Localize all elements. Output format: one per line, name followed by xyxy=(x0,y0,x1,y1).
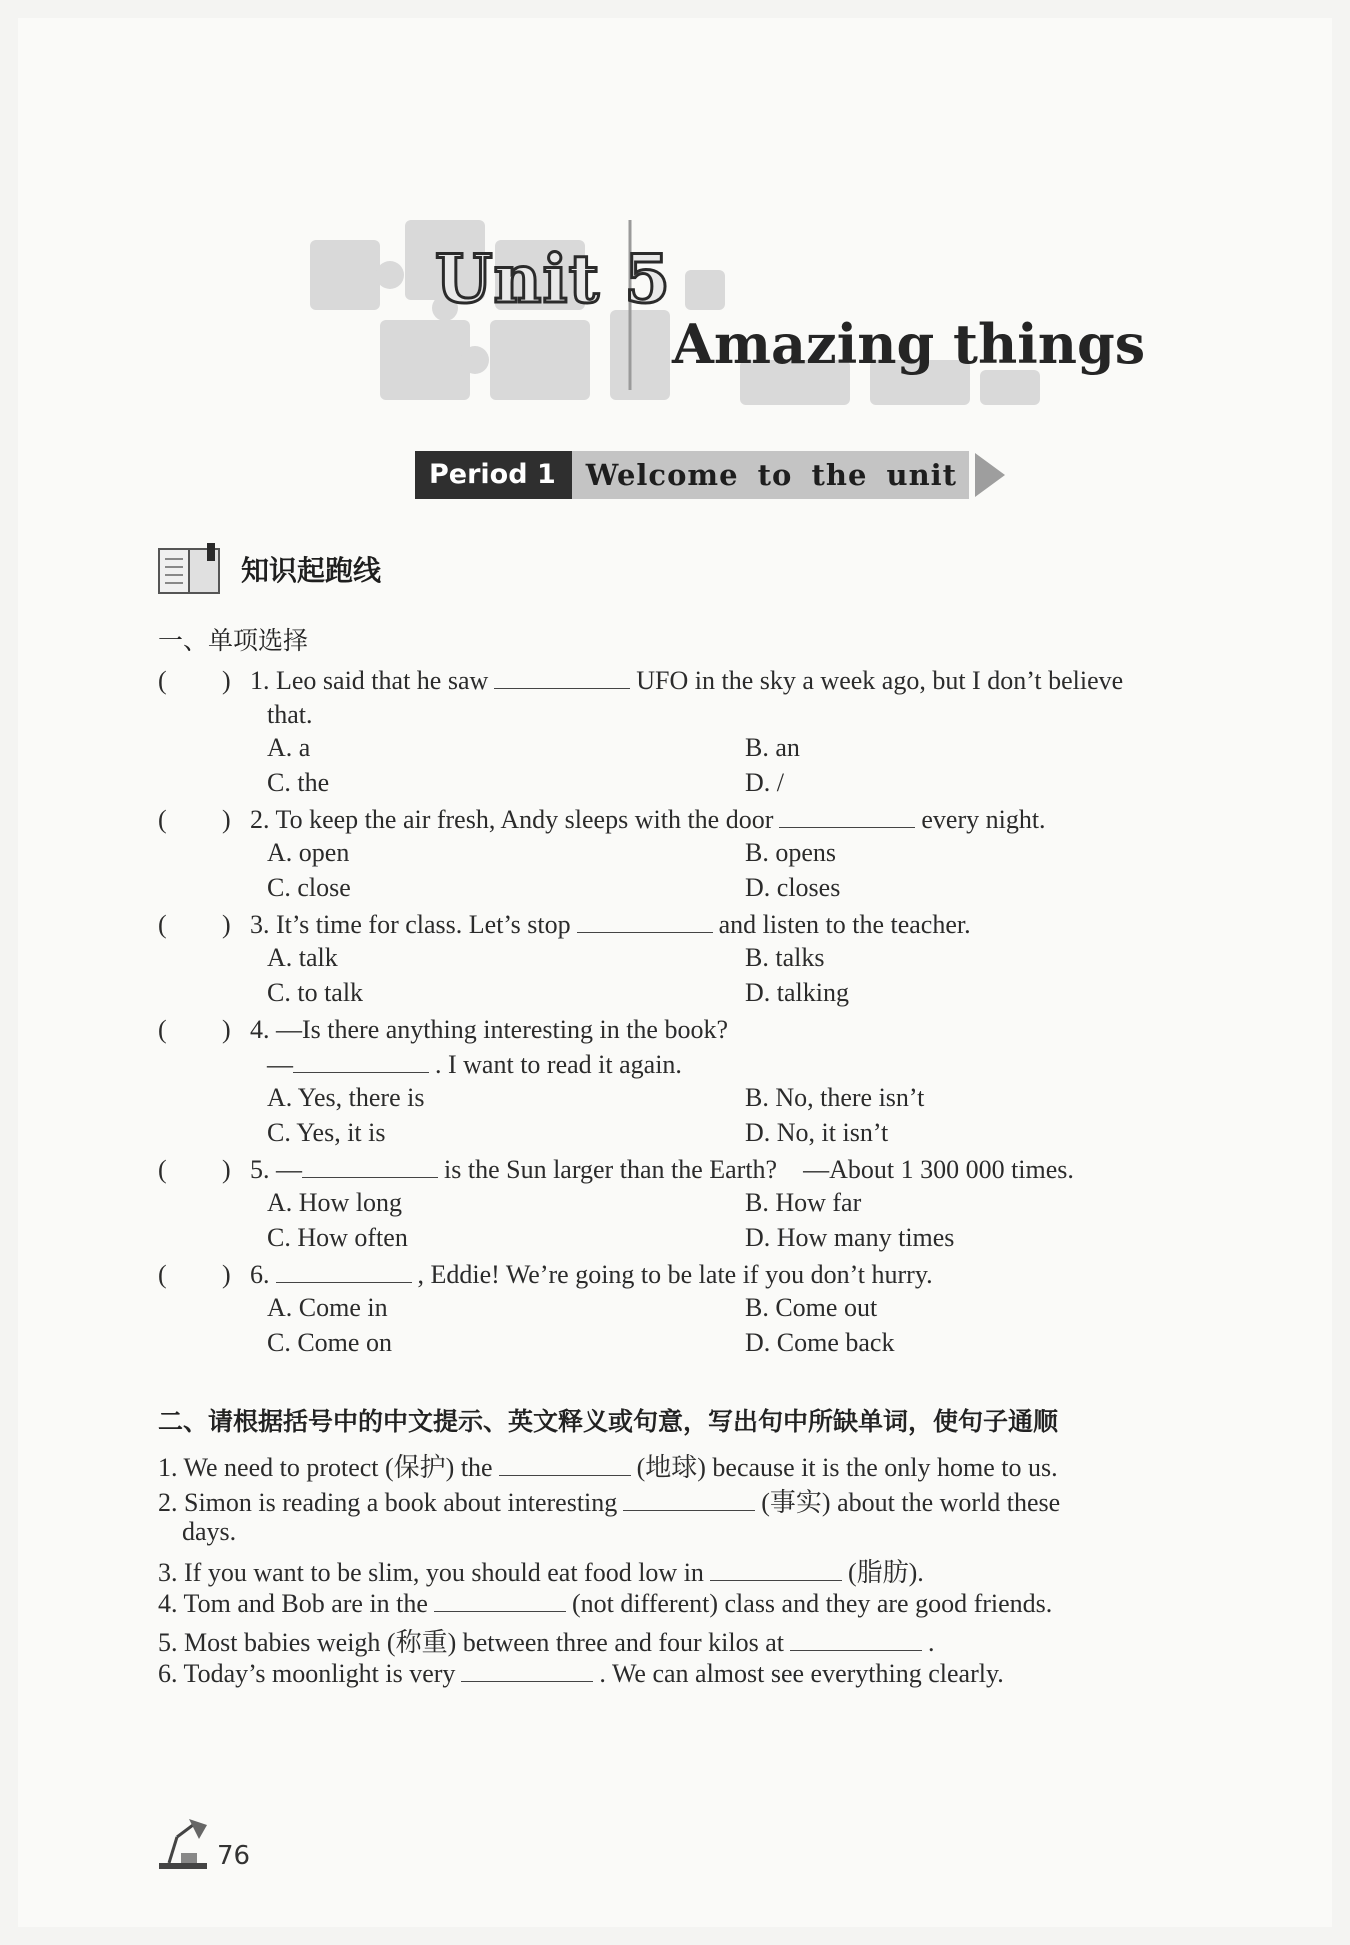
question-text-after: UFO in the sky a week ago, but I don’t believe xyxy=(636,666,1124,695)
question-stem xyxy=(250,664,1123,698)
question-number: 6. xyxy=(250,1260,270,1289)
fill-item-2-continued: days. xyxy=(182,1517,237,1546)
item-text-before: 1. We need to protect (保护) the xyxy=(158,1453,493,1482)
option-b: B. No, there isn’t xyxy=(745,1083,925,1112)
answer-paren-close: ) xyxy=(222,1260,231,1289)
question-text-before: To keep the air fresh, Andy sleeps with the door xyxy=(275,805,774,834)
unit-title: Unit 5 xyxy=(435,240,672,318)
fill-item-3 xyxy=(158,1552,924,1589)
book-icon xyxy=(157,543,223,595)
option-c: C. Come on xyxy=(267,1328,392,1357)
section-heading xyxy=(157,543,381,595)
answer-blank[interactable] xyxy=(434,1587,566,1612)
option-a: A. Come in xyxy=(267,1293,388,1322)
page-number: 76 xyxy=(217,1841,251,1871)
answer-blank[interactable] xyxy=(577,908,713,933)
answer-blank[interactable] xyxy=(276,1258,412,1283)
option-d: D. talking xyxy=(745,978,849,1007)
answer-blank[interactable] xyxy=(499,1451,631,1476)
question-text-after: every night. xyxy=(921,805,1046,834)
option-d: D. closes xyxy=(745,873,841,902)
option-b: B. opens xyxy=(745,838,836,867)
fill-item-1 xyxy=(158,1447,1058,1484)
item-text-before: 2. Simon is reading a book about interesting xyxy=(158,1488,618,1517)
period-tag: Period 1 xyxy=(415,451,572,499)
page-footer xyxy=(155,1815,250,1871)
item-text-before: 6. Today’s moonlight is very xyxy=(158,1659,456,1688)
period-banner xyxy=(415,451,1005,499)
question-number: 1. xyxy=(250,666,270,695)
part1-title: 一、单项选择 xyxy=(158,626,309,655)
answer-blank[interactable] xyxy=(302,1153,438,1178)
option-a: A. open xyxy=(267,838,350,867)
question-stem xyxy=(250,803,1046,837)
unit-subtitle: Amazing things xyxy=(672,312,1146,376)
arrow-icon xyxy=(975,453,1005,497)
option-b: B. talks xyxy=(745,943,825,972)
question-text-after: and listen to the teacher. xyxy=(718,910,971,939)
answer-paren-open: ( xyxy=(158,666,167,695)
option-d: D. Come back xyxy=(745,1328,895,1357)
answer-paren-open: ( xyxy=(158,910,167,939)
question-stem xyxy=(250,1258,933,1292)
question-number: 4. xyxy=(250,1015,270,1044)
item-text-after: (not different) class and they are good friends. xyxy=(571,1589,1053,1618)
option-c: C. to talk xyxy=(267,978,364,1007)
fill-item-2 xyxy=(158,1482,1060,1519)
answer-blank[interactable] xyxy=(790,1626,922,1651)
answer-blank[interactable] xyxy=(779,803,915,828)
fill-item-5 xyxy=(158,1622,935,1659)
section-heading-label: 知识起跑线 xyxy=(241,554,382,587)
item-text-after: (事实) about the world these xyxy=(761,1488,1061,1517)
answer-paren-close: ) xyxy=(222,1015,231,1044)
question-text-after: , Eddie! We’re going to be late if you don’t hurry. xyxy=(417,1260,933,1289)
fill-item-4 xyxy=(158,1587,1052,1619)
option-d: D. No, it isn’t xyxy=(745,1118,889,1147)
option-c: C. the xyxy=(267,768,330,797)
question-number: 5. xyxy=(250,1155,270,1184)
option-a: A. a xyxy=(267,733,311,762)
item-text-before: 4. Tom and Bob are in the xyxy=(158,1589,428,1618)
option-c: C. Yes, it is xyxy=(267,1118,386,1147)
answer-blank[interactable] xyxy=(461,1657,593,1682)
item-text-after: . We can almost see everything clearly. xyxy=(599,1659,1004,1688)
answer-blank[interactable] xyxy=(293,1048,429,1073)
question-stem xyxy=(250,1013,728,1047)
option-a: A. talk xyxy=(267,943,338,972)
answer-paren-close: ) xyxy=(222,805,231,834)
lamp-icon xyxy=(155,1815,211,1871)
question-stem xyxy=(250,908,971,942)
question-number: 2. xyxy=(250,805,270,834)
answer-paren-open: ( xyxy=(158,1260,167,1289)
question-reply-line xyxy=(267,1048,682,1082)
reply-dash: — xyxy=(267,1050,293,1079)
answer-paren-close: ) xyxy=(222,910,231,939)
option-c: C. close xyxy=(267,873,351,902)
question-text-before: Leo said that he saw xyxy=(276,666,489,695)
item-text-after: (地球) because it is the only home to us. xyxy=(636,1453,1058,1482)
question-number: 3. xyxy=(250,910,270,939)
option-b: B. an xyxy=(745,733,800,762)
answer-paren-open: ( xyxy=(158,1015,167,1044)
question-text-after: is the Sun larger than the Earth? —About 1 300 000 times. xyxy=(444,1155,1074,1184)
answer-paren-close: ) xyxy=(222,1155,231,1184)
reply-text-after: . I want to read it again. xyxy=(435,1050,682,1079)
item-text-before: 3. If you want to be slim, you should eat food low in xyxy=(158,1558,704,1587)
option-d: D. / xyxy=(745,768,784,797)
item-text-before: 5. Most babies weigh (称重) between three and four kilos at xyxy=(158,1628,785,1657)
question-text-before: —Is there anything interesting in the book? xyxy=(276,1015,729,1044)
fill-item-6 xyxy=(158,1657,1004,1689)
question-text-continued: that. xyxy=(267,700,313,729)
answer-paren-open: ( xyxy=(158,805,167,834)
option-c: C. How often xyxy=(267,1223,408,1252)
answer-blank[interactable] xyxy=(710,1556,842,1581)
question-stem xyxy=(250,1153,1074,1187)
option-d: D. How many times xyxy=(745,1223,955,1252)
answer-paren-close: ) xyxy=(222,666,231,695)
answer-blank[interactable] xyxy=(623,1486,755,1511)
item-text-after: . xyxy=(928,1628,935,1657)
option-a: A. How long xyxy=(267,1188,403,1217)
question-text-before: — xyxy=(276,1155,302,1184)
period-name: Welcome to the unit xyxy=(572,451,969,499)
item-text-after: (脂肪). xyxy=(847,1558,924,1587)
option-a: A. Yes, there is xyxy=(267,1083,425,1112)
question-text-before: It’s time for class. Let’s stop xyxy=(276,910,571,939)
option-b: B. How far xyxy=(745,1188,862,1217)
part2-title: 二、请根据括号中的中文提示、英文释义或句意，写出句中所缺单词，使句子通顺 xyxy=(158,1407,1059,1436)
answer-paren-open: ( xyxy=(158,1155,167,1184)
answer-blank[interactable] xyxy=(494,664,630,689)
option-b: B. Come out xyxy=(745,1293,878,1322)
